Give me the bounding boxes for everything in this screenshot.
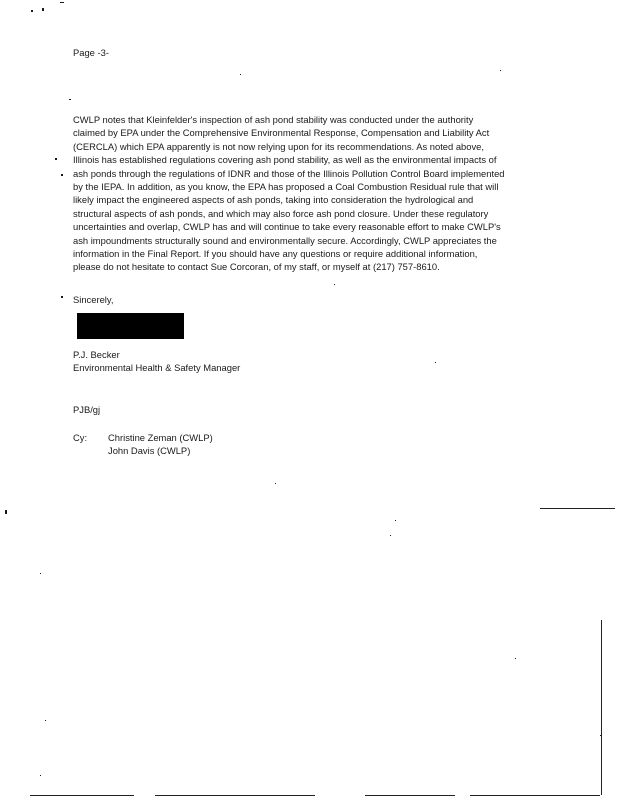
scan-speck <box>435 362 436 363</box>
body-line: claimed by EPA under the Comprehensive Environmental Response, Compensation and Liability Act <box>73 127 490 139</box>
scan-speck <box>55 158 57 160</box>
typist-initials: PJB/gj <box>73 404 101 415</box>
scan-edge-line <box>540 508 615 509</box>
scan-edge-line <box>601 620 602 795</box>
scan-speck <box>5 510 7 514</box>
scan-speck <box>515 658 516 659</box>
body-line: by the IEPA. In addition, as you know, the EPA has proposed a Coal Combustion Residual rule that will <box>73 181 499 193</box>
page-number: Page -3- <box>73 47 109 58</box>
scan-speck <box>61 296 63 298</box>
scan-speck <box>42 8 44 11</box>
body-line: structural aspects of ash ponds, and which may also force ash pond closure. Under these regulatory <box>73 207 489 219</box>
scan-speck <box>390 535 391 536</box>
scan-speck <box>69 99 71 100</box>
body-line: ash impoundments structurally sound and environmentally secure. Accordingly, CWLP appreciates the <box>73 234 497 246</box>
scan-speck <box>40 775 41 776</box>
body-paragraph <box>73 113 543 274</box>
scan-edge-line <box>470 795 600 796</box>
cc-label: Cy: <box>73 432 88 443</box>
signer-name: P.J. Becker <box>73 349 120 360</box>
body-line: (CERCLA) which EPA apparently is not now relying upon for its recommendations. As noted above, <box>73 140 484 152</box>
redacted-signature <box>77 313 184 339</box>
body-line: likely impact the engineered aspects of ash ponds, taking into consideration the hydrological and <box>73 194 474 206</box>
scan-speck <box>240 74 241 75</box>
scan-speck <box>500 70 501 71</box>
scan-speck <box>40 573 41 574</box>
body-line: uncertainties and overlap, CWLP has and will continue to take every reasonable effort to make CWLP's <box>73 221 501 233</box>
scan-speck <box>31 10 33 12</box>
scan-speck <box>275 483 276 484</box>
scan-edge-line <box>30 795 134 796</box>
cc-recipient: Christine Zeman (CWLP) <box>108 432 213 443</box>
body-line: ash ponds through the regulations of IDNR and those of the Illinois Pollution Control Board implemented <box>73 167 505 179</box>
cc-recipient: John Davis (CWLP) <box>108 445 191 457</box>
body-line: Illinois has established regulations covering ash pond stability, as well as the environmental impacts of <box>73 154 497 166</box>
scan-edge-line <box>155 795 315 796</box>
scan-edge-line <box>365 795 455 796</box>
body-line: CWLP notes that Kleinfelder's inspection of ash pond stability was conducted under the authority <box>73 114 474 125</box>
scan-speck <box>334 284 335 285</box>
signer-title: Environmental Health & Safety Manager <box>73 362 241 373</box>
body-line: please do not hesitate to contact Sue Corcoran, of my staff, or myself at (217) 757-8610. <box>73 261 440 273</box>
scan-speck <box>60 2 64 3</box>
scan-speck <box>61 174 63 176</box>
closing-salutation: Sincerely, <box>73 294 114 305</box>
scan-speck <box>395 520 396 521</box>
body-line: information in the Final Report. If you should have any questions or require additional information, <box>73 248 478 260</box>
scan-speck <box>45 720 46 721</box>
cc-recipient-list <box>108 431 213 458</box>
